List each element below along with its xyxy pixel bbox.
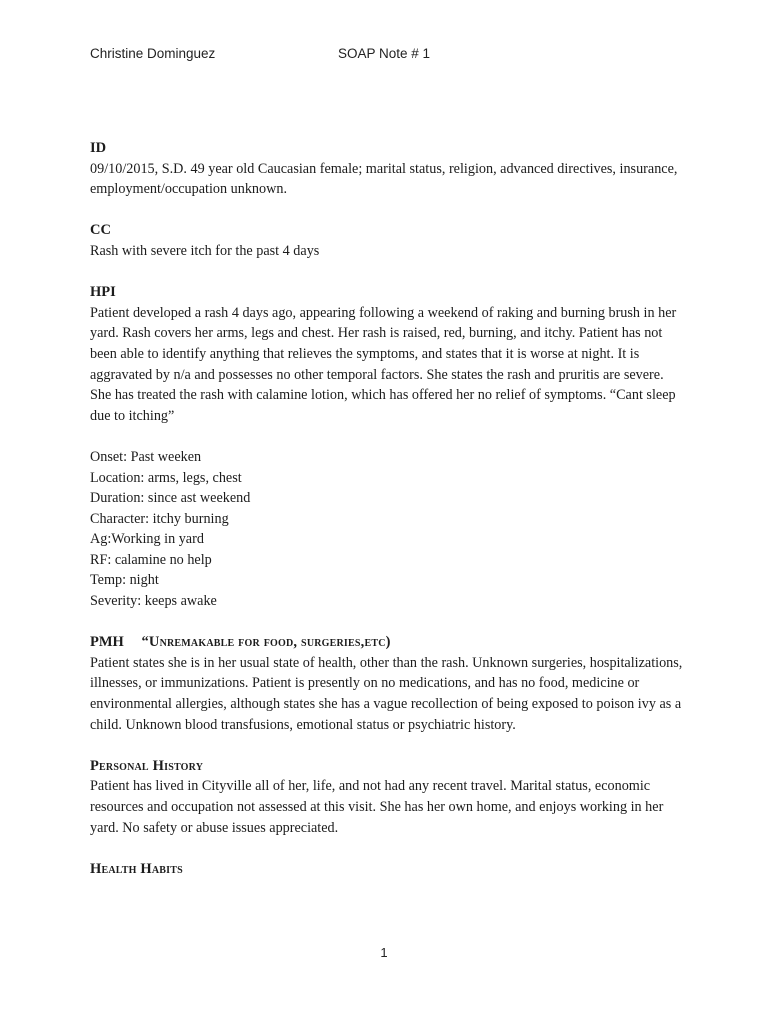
section-heading-health-habits: Health Habits xyxy=(90,860,183,877)
section-text-cc: Rash with severe itch for the past 4 days xyxy=(90,242,320,259)
running-header xyxy=(90,46,690,64)
section-heading-id: ID xyxy=(90,140,107,156)
spacer xyxy=(90,735,685,756)
pmh-heading-note: “Unremakable for food, surgeries,etc) xyxy=(141,634,391,651)
section-text-hpi: Patient developed a rash 4 days ago, appearing following a weekend of raking and burning brush in her yard. Rash covers her arms, legs and chest. Her rash is raised, red, burning, and itchy. Patient has not been able to identify anything that relieves the symptoms, and states that it is worse at night. It is aggravated by n/a and possesses no other temporal factors. She states the rash and pruritis are severe. She has treated the rash with calamine lotion, which has offered her no relief of symptoms. “Cant sleep due to itching” xyxy=(90,304,677,424)
list-item: Duration: since ast weekend xyxy=(90,490,251,507)
list-item: Severity: keeps awake xyxy=(90,593,217,610)
section-text-id: 09/10/2015, S.D. 49 year old Caucasian female; marital status, religion, advanced directives, insurance, employment/occupation unknown. xyxy=(90,160,678,198)
section-heading-cc: CC xyxy=(90,222,111,239)
list-item: Ag:Working in yard xyxy=(90,531,204,548)
section-heading-hpi: HPI xyxy=(90,284,116,301)
hpi-detail-list xyxy=(90,447,685,612)
section-text-pmh: Patient states she is in her usual state of health, other than the rash. Unknown surgeries, hospitalizations, illnesses, or immunizations. Patient is presently on no medications, and has no food, medicine or environmental allergies, although states she has a vague recollection of being exposed to poison ivy as a child. Unknown blood transfusions, emotional status or psychiatric history. xyxy=(90,654,683,733)
page-number-value: 1 xyxy=(380,945,388,960)
section-heading-pmh: PMH xyxy=(90,634,124,651)
list-item: RF: calamine no help xyxy=(90,551,212,568)
list-item: Location: arms, legs, chest xyxy=(90,469,242,486)
header-author: Christine Dominguez xyxy=(90,46,216,61)
list-item: Onset: Past weeken xyxy=(90,448,202,465)
spacer xyxy=(90,200,685,221)
section-heading-pmh-row xyxy=(90,632,685,653)
list-item: Character: itchy burning xyxy=(90,510,229,527)
page-number xyxy=(0,945,768,960)
spacer xyxy=(90,612,685,633)
spacer xyxy=(90,262,685,283)
spacer xyxy=(90,838,685,859)
list-item: Temp: night xyxy=(90,572,159,589)
document-body xyxy=(90,138,685,879)
header-doc-title: SOAP Note # 1 xyxy=(338,46,431,61)
section-heading-personal-history: Personal History xyxy=(90,757,204,774)
spacer xyxy=(90,426,685,447)
section-text-personal-history: Patient has lived in Cityville all of her, life, and not had any recent travel. Marital status, economic resources and occupation not assessed at this visit. She has her own home, and enjoys working in her yard. No safety or abuse issues appreciated. xyxy=(90,778,664,836)
